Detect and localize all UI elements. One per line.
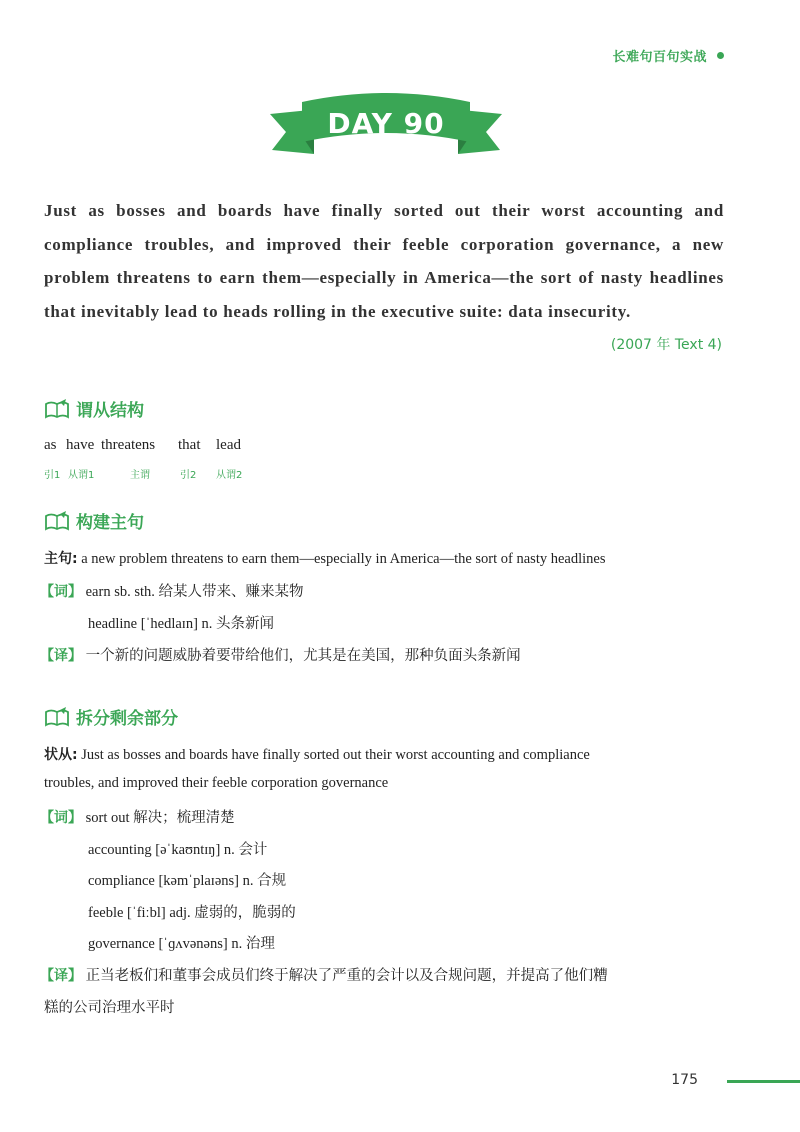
- passage-source: (2007 年 Text 4): [610, 337, 722, 353]
- translation-text: 一个新的问题威胁着要带给他们，尤其是在美国，那种负面头条新闻: [85, 648, 521, 664]
- vocab-term: sort out: [85, 810, 130, 826]
- vocab-term: feeble [ˈfiːbl] adj.: [88, 905, 191, 921]
- vocab-tag: 【词】: [40, 584, 82, 600]
- translation-text: 正当老板们和董事会成员们终于解决了严重的会计以及合规问题，并提高了他们糟: [85, 968, 608, 984]
- clause-label: 状从:: [44, 747, 78, 763]
- vocab-line: [40, 580, 304, 601]
- translation-text: 糕的公司治理水平时: [44, 1000, 175, 1016]
- translation-tag: 【译】: [40, 968, 82, 984]
- page-number: 175: [671, 1072, 698, 1088]
- clause-text: troubles, and improved their feeble corporation governance: [44, 775, 389, 791]
- running-head: [612, 46, 724, 65]
- vocab-term: headline [ˈhedlaɪn] n.: [88, 616, 213, 632]
- structure-word: threatens: [101, 437, 156, 453]
- clause-line: [44, 744, 590, 764]
- translation-line: [44, 996, 175, 1017]
- vocab-line: [88, 869, 286, 890]
- structure-label: 引2: [180, 470, 197, 481]
- vocab-term: governance [ˈɡʌvənəns] n.: [88, 936, 243, 952]
- translation-tag: 【译】: [40, 648, 82, 664]
- book-icon: [44, 706, 70, 728]
- structure-label: 引1: [44, 470, 61, 481]
- section-title-text: 拆分剩余部分: [76, 709, 178, 729]
- running-head-text: 长难句百句实战: [612, 50, 707, 65]
- vocab-def: 虚弱的，脆弱的: [194, 905, 296, 921]
- day-banner: [270, 92, 502, 162]
- structure-word: lead: [216, 437, 241, 453]
- structure-label: 从谓2: [216, 470, 243, 481]
- structure-label: 从谓1: [68, 470, 95, 481]
- vocab-def: 给某人带来、赚来某物: [158, 584, 304, 600]
- translation-line: [40, 644, 521, 665]
- vocab-def: 合规: [257, 873, 287, 889]
- translation-line: [40, 964, 608, 985]
- vocab-def: 会计: [238, 842, 268, 858]
- section-title-remaining: [44, 704, 178, 729]
- main-clause-line: [44, 548, 605, 568]
- section-title-text: 构建主句: [76, 513, 144, 533]
- main-clause-label: 主句:: [44, 551, 78, 567]
- section-title-structure: [44, 396, 144, 421]
- structure-word: that: [178, 437, 201, 453]
- running-head-dot: [717, 52, 724, 59]
- structure-label: 主谓: [130, 470, 150, 481]
- vocab-line: [88, 932, 275, 953]
- book-icon: [44, 510, 70, 532]
- vocab-term: accounting [əˈkaʊntɪŋ] n.: [88, 842, 235, 858]
- vocab-term: compliance [kəmˈplaɪəns] n.: [88, 873, 254, 889]
- vocab-def: 治理: [245, 936, 275, 952]
- structure-word: have: [66, 437, 95, 453]
- book-icon: [44, 398, 70, 420]
- main-clause-text: a new problem threatens to earn them—especially in America—the sort of nasty headlines: [81, 551, 606, 567]
- vocab-def: 解决；梳理清楚: [133, 810, 235, 826]
- vocab-line: [88, 901, 296, 922]
- vocab-line: [88, 838, 267, 859]
- vocab-line: [88, 612, 274, 633]
- page-rule: [727, 1080, 800, 1083]
- clause-line: [44, 775, 388, 792]
- passage: Just as bosses and boards have finally sorted out their worst accounting and compliance troubles, and improved their feeble corporation governance, a new problem threatens to earn them—especially in America—the sort of nasty headlines that inevitably lead to heads rolling in the executive suite: data insecurity.: [44, 201, 724, 321]
- vocab-tag: 【词】: [40, 810, 82, 826]
- section-title-main-clause: [44, 508, 144, 533]
- clause-text: Just as bosses and boards have finally sorted out their worst accounting and compliance: [81, 747, 590, 763]
- vocab-def: 头条新闻: [216, 616, 275, 632]
- section-title-text: 谓从结构: [76, 401, 144, 421]
- structure-word: as: [44, 437, 57, 453]
- vocab-term: earn sb. sth.: [85, 584, 155, 600]
- vocab-line: [40, 806, 235, 827]
- day-banner-text: DAY 90: [327, 106, 445, 140]
